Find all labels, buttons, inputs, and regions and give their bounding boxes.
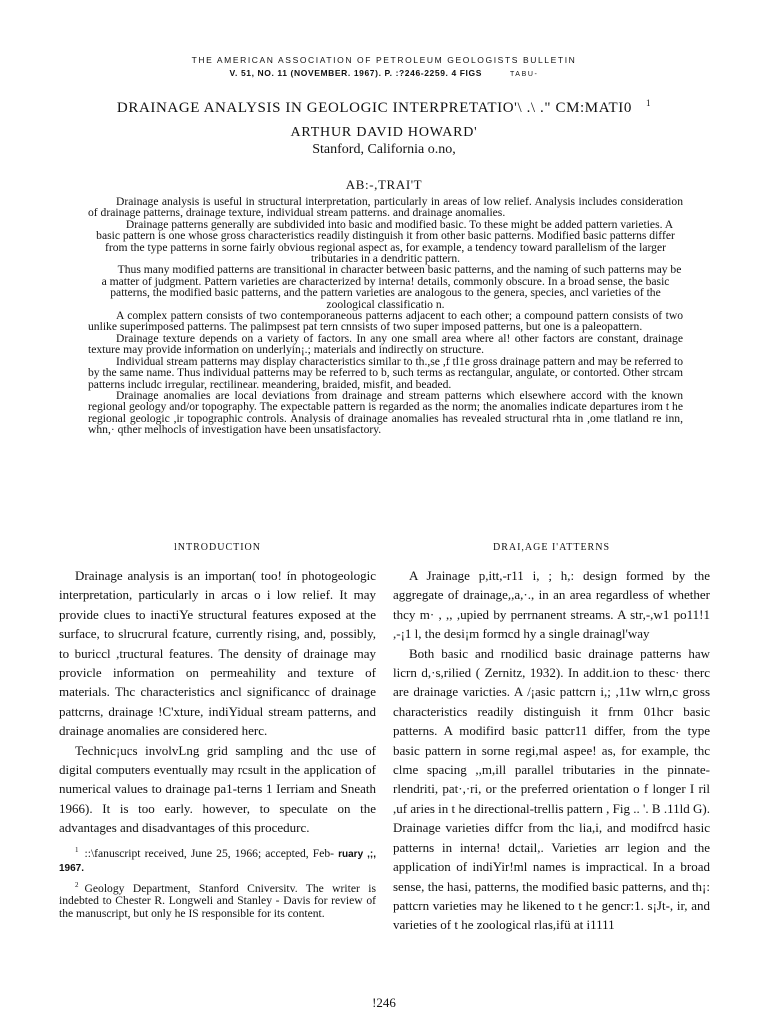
footnote-mark: 1 — [75, 845, 79, 854]
paper-title-block — [0, 98, 768, 117]
footnote — [59, 844, 376, 875]
section-heading-introduction: lNTRODUCTION — [174, 542, 261, 553]
author-affiliation: Stanford, California o.no, — [312, 142, 456, 157]
body-paragraph: Drainage analysis is an importan( too! ín photogeologic interpretation, particularly in arcas o i low relief. It may provide clues to inactiYe structural features exposed at the surface, to slrucrural fcature, currently rising, and, possibly, to buriccl ,tructural features. The density of drainage may provicle information on permeahility and texture of materials. Thc characteristics ancl significancc of drainage pattcrns, drainage !C'xture, indiYidual stream patterns, and drainage anomalies are considered herc. — [59, 568, 376, 739]
left-column — [59, 542, 376, 924]
journal-name: THE AMERICAN ASSOCIATION OF PETROLEUM GEOLOGISTS BULLETIN — [191, 55, 577, 65]
abstract-paragraph: Thus many modified patterns are transitional in character between basic patterns, and the naming of such patterns may be a matter of judgment. Pattern varieties are characterized by interna! details, commonly obscure. In a broad sense, the basic patterns, the modified basic patterns, and the pattern varieties are analogous to the genera, species, ancl varieties of the zoological classificatio n. — [101, 263, 682, 311]
abstract-paragraph: Drainage texture depends on a variety of factors. In any one small area where al! other factors are constant, drainage texture may provide information on underlyin¡.; materials and indirectly on structure. — [88, 331, 683, 357]
journal-header — [0, 54, 768, 81]
body-paragraph: Both basic and rnodilicd basic drainage patterns haw licrn d,·s,rilied ( Zernitz, 1932). In addit.ion to thesc· therc are drainage varicties. A /¡asic pattcrn i,; ,11w wlrn,c gross characteristics readily distinguish it frnm 01hcr basic patterns. A modifird basic pattcr11 differ, from the type basic pattern in sorne regi,mal aspee! as, for example, thc clme spacing ,,m,ill parallel tributaries in the pinnate-rlendriti, pat·,·ri, or the preferred orientation o f longer I ril ,uf aries in t he directional-trellis pattern , Fig .. '. B .11ld G). Drainage varieties diffcr from thc lia,i, and modifrcd hasic patterns in interna! dctail,. Varieties arr legion and the application of indiYir!ml names is impractical. In a broad sense, the hasi, patterns, the modified basic patterns, and th¡: pattcrn varieties may he likened to t he gencr:1. s¡Jt-, ir, and varieties of t he zoological rlas,ifü at i1111 — [393, 645, 710, 933]
footnotes — [59, 844, 376, 921]
tabu-mark: TABU- — [509, 71, 539, 78]
footnote-text: Geology Department, Stanford Cniversitv. The writer is indebted to Chester R. Longweli and Stanley - Davis for review of the manuscript, but only he IS responsible for its content. — [59, 881, 376, 921]
footnote — [59, 879, 376, 921]
body-paragraph: Technic¡ucs involvLng grid sampling and thc use of digital computers eventually may rcsult in the application of numerical values to drainage pa1-terns 1 Ierriam and Sneath 1966). It is too early. however, to speculate on the advantages and disadvantages of this procedurc. — [59, 742, 376, 836]
right-column — [393, 542, 710, 935]
section-heading-drainage-patterns: DRAI,AGE I'ATTERNS — [492, 542, 611, 553]
abstract-paragraph: Drainage anomalies are local deviations from drainage and stream patterns which elsewhere accord with the known regional geology and/or topography. The expectable pattern is regarded as the norm; the anomalies indicate departures irom t he regional geologic ,ir topographic controls. Analysis of drainage anomalies has revealed structural rhta in ,ome tlatland re inn, whn,· qther melhocls of investigation have been unsatisfactory. — [88, 388, 683, 437]
footnote-bold-text: ruary ,;, 1967. — [59, 848, 376, 874]
abstract-heading: AB:-,TRAI'T — [345, 177, 423, 192]
body-paragraph: A Jrainage p,itt,-r11 i, ; h,: design formed by the aggregate of drainage,,a,·., in an area regardless of whether thcy m· , ,, ,upied by perrnanent streams. A str,-,w1 po11!1 ,-¡1 l, the desi¡m formcd hy a single drainagl'way — [393, 568, 710, 642]
paper-title: DRAINAGE ANALYSIS IN GEOLOGIC INTERPRETATIO'\ .\ ." CM:MATI0 — [116, 100, 632, 116]
volume-line: V. 51, NO. 11 (NOVEMBER. 1967). P. :?246-2259. 4 FIGS — [229, 68, 482, 78]
abstract-paragraph: Individual stream patterns may display characteristics similar to th.,se ,f tl1e gross drainage pattern and may be referred to by the same name. Thus individual patterns may be referred to b, such terms as rectangular, angulate, or contorted. Other strcam patterns includc irregular, rectilinear. meandering, braided, misfit, and beaded. — [88, 354, 683, 391]
author-block — [0, 124, 768, 158]
abstract-paragraph: Drainage analysis is useful in structural interpretation, particularly in areas of low relief. Analysis includes consideration of drainage patterns, drainage texture, individual stream patterns. and drainage anomalies. — [88, 195, 683, 220]
title-footnote-mark: 1 — [645, 98, 652, 108]
abstract-paragraph: A complex pattern consists of two contemporaneous patterns adjacent to each other; a compound pattern consists of two unlike superimposed patterns. The palimpsest pat tern cnnsists of two super imposed patterns, but one is a paleopattern. — [88, 309, 683, 334]
footnote-text: ::\fanuscript received, June 25, 1966; accepted, Feb- — [84, 846, 335, 860]
abstract — [88, 196, 683, 436]
footnote-mark: 2 — [75, 880, 79, 889]
abstract-paragraph: Drainage patterns generally are subdivided into basic and modified basic. To these might be added pattern varieties. A basic pattern is one whose gross characteristics readily distinguish it from other basic patterns. Modified basic patterns differ from the type patterns in sorne fairly obvious regional aspect as, for example, a tendency toward parallelism of the larger tributaries in a dendritic pattern. — [96, 217, 675, 266]
page-number: !246 — [372, 995, 396, 1010]
author-name: ARTHUR DAVID HOWARD' — [290, 125, 478, 140]
